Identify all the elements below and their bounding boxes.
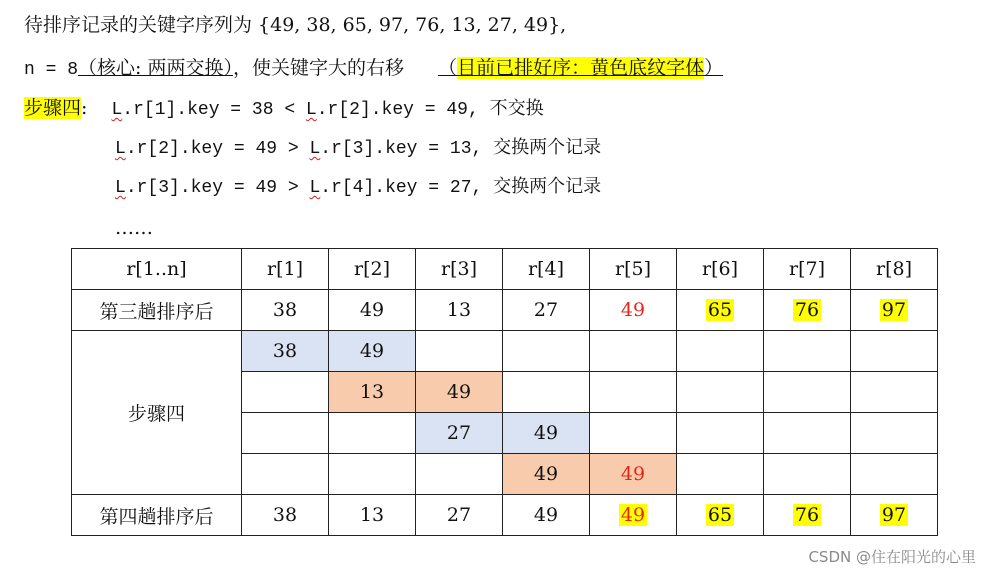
n-value: n = 8 [24,60,79,80]
table-cell: 49 [329,290,416,331]
table-cell [503,372,590,413]
table-cell [590,331,677,372]
sorted-note-text: 目前已排好序：黄色底纹字体 [457,57,705,79]
step-row-1 [72,331,938,372]
sorted-value: 65 [707,299,733,321]
var-l: L [309,178,321,198]
var-l: L [309,139,321,159]
table-cell [764,290,851,331]
table-cell: 13 [329,495,416,536]
table-cell [416,454,503,495]
table-cell [851,413,938,454]
watermark: CSDN @住在阳光的心里 [808,548,976,566]
table-cell [590,372,677,413]
header-cell: r[1..n] [72,249,242,290]
compare-right: [3].key = 13, 交换两个记录 [341,139,602,159]
table-cell: 27 [416,413,503,454]
sequence-text: 待排序记录的关键字序列为 {49, 38, 65, 97, 76, 13, 27, 49}, [24,14,567,36]
header-cell: r[2] [329,249,416,290]
var-l: L [115,139,126,159]
var-l: L [115,178,126,198]
table-cell [503,331,590,372]
header-cell: r[1] [242,249,329,290]
var-r: .r [320,178,342,198]
table-cell [764,413,851,454]
table-cell [764,495,851,536]
step-label: 步骤四 [24,97,82,119]
sorted-value: 76 [794,504,820,526]
table-cell [764,372,851,413]
compare-right: [2].key = 49, 不交换 [338,100,544,120]
table-cell: 27 [503,290,590,331]
compare-left: [2].key = 49 > [147,139,310,159]
move-note: ，使关键字大的右移 [232,57,404,79]
table-cell [242,413,329,454]
compare-right: [4].key = 27, 交换两个记录 [341,178,602,198]
ellipsis: …… [115,217,153,239]
sorted-value: 76 [794,299,820,321]
sorted-value: 65 [707,504,733,526]
header-cell: r[4] [503,249,590,290]
var-r: .r [125,178,148,198]
after-pass-3-row [72,290,938,331]
table-cell [851,331,938,372]
table-cell: 49 [503,413,590,454]
var-r: .r [125,139,148,159]
table-cell [851,290,938,331]
table-cell [329,413,416,454]
paren-close: ） [704,57,724,79]
sorted-value: 97 [881,504,907,526]
table-cell [677,495,764,536]
red-value: 49 [620,299,646,321]
table-cell: 38 [242,290,329,331]
compare-row-3 [115,176,601,200]
table-cell [677,331,764,372]
sort-table [71,248,938,536]
table-cell: 13 [416,290,503,331]
table-cell [677,413,764,454]
table-cell [677,454,764,495]
header-cell: r[8] [851,249,938,290]
row-label: 第四趟排序后 [72,495,242,536]
table-cell: 49 [503,454,590,495]
table-cell: 27 [416,495,503,536]
table-cell [590,290,677,331]
core-note: （核心: 两两交换） [78,57,233,79]
row-label: 第三趟排序后 [72,290,242,331]
table-cell [764,454,851,495]
table-cell [851,495,938,536]
table-cell: 49 [503,495,590,536]
header-cell: r[6] [677,249,764,290]
step-colon: : [81,97,88,119]
step-label-cell: 步骤四 [72,331,242,495]
table-cell: 13 [329,372,416,413]
table-cell [242,454,329,495]
table-cell [677,372,764,413]
table-cell: 38 [242,495,329,536]
sorted-note [438,57,723,79]
var-l: L [305,100,317,120]
table-cell [851,454,938,495]
table-cell [590,413,677,454]
table-cell [590,495,677,536]
table-cell [416,331,503,372]
header-cell: r[7] [764,249,851,290]
red-value: 49 [620,463,646,485]
table-cell: 38 [242,331,329,372]
compare-left: [1].key = 38 < [143,100,306,120]
header-row [72,249,938,290]
table-cell [851,372,938,413]
compare-row-1 [111,100,543,120]
table-cell [764,331,851,372]
table-cell [329,454,416,495]
intro-line-2 [24,56,723,82]
table-cell [677,290,764,331]
sorted-value: 97 [881,299,907,321]
paren-open: （ [438,57,458,79]
header-cell: r[3] [416,249,503,290]
header-cell: r[5] [590,249,677,290]
var-r: .r [320,139,342,159]
sorted-value: 49 [620,504,646,526]
compare-row-2 [115,137,601,161]
table-cell [590,454,677,495]
var-r: .r [122,100,144,120]
table-cell: 49 [416,372,503,413]
intro-line-1 [24,13,566,37]
var-r: .r [316,100,339,120]
var-l: L [111,100,123,120]
table-cell [242,372,329,413]
step-line-1 [24,96,544,122]
compare-left: [3].key = 49 > [147,178,310,198]
after-pass-4-row [72,495,938,536]
table-cell: 49 [329,331,416,372]
